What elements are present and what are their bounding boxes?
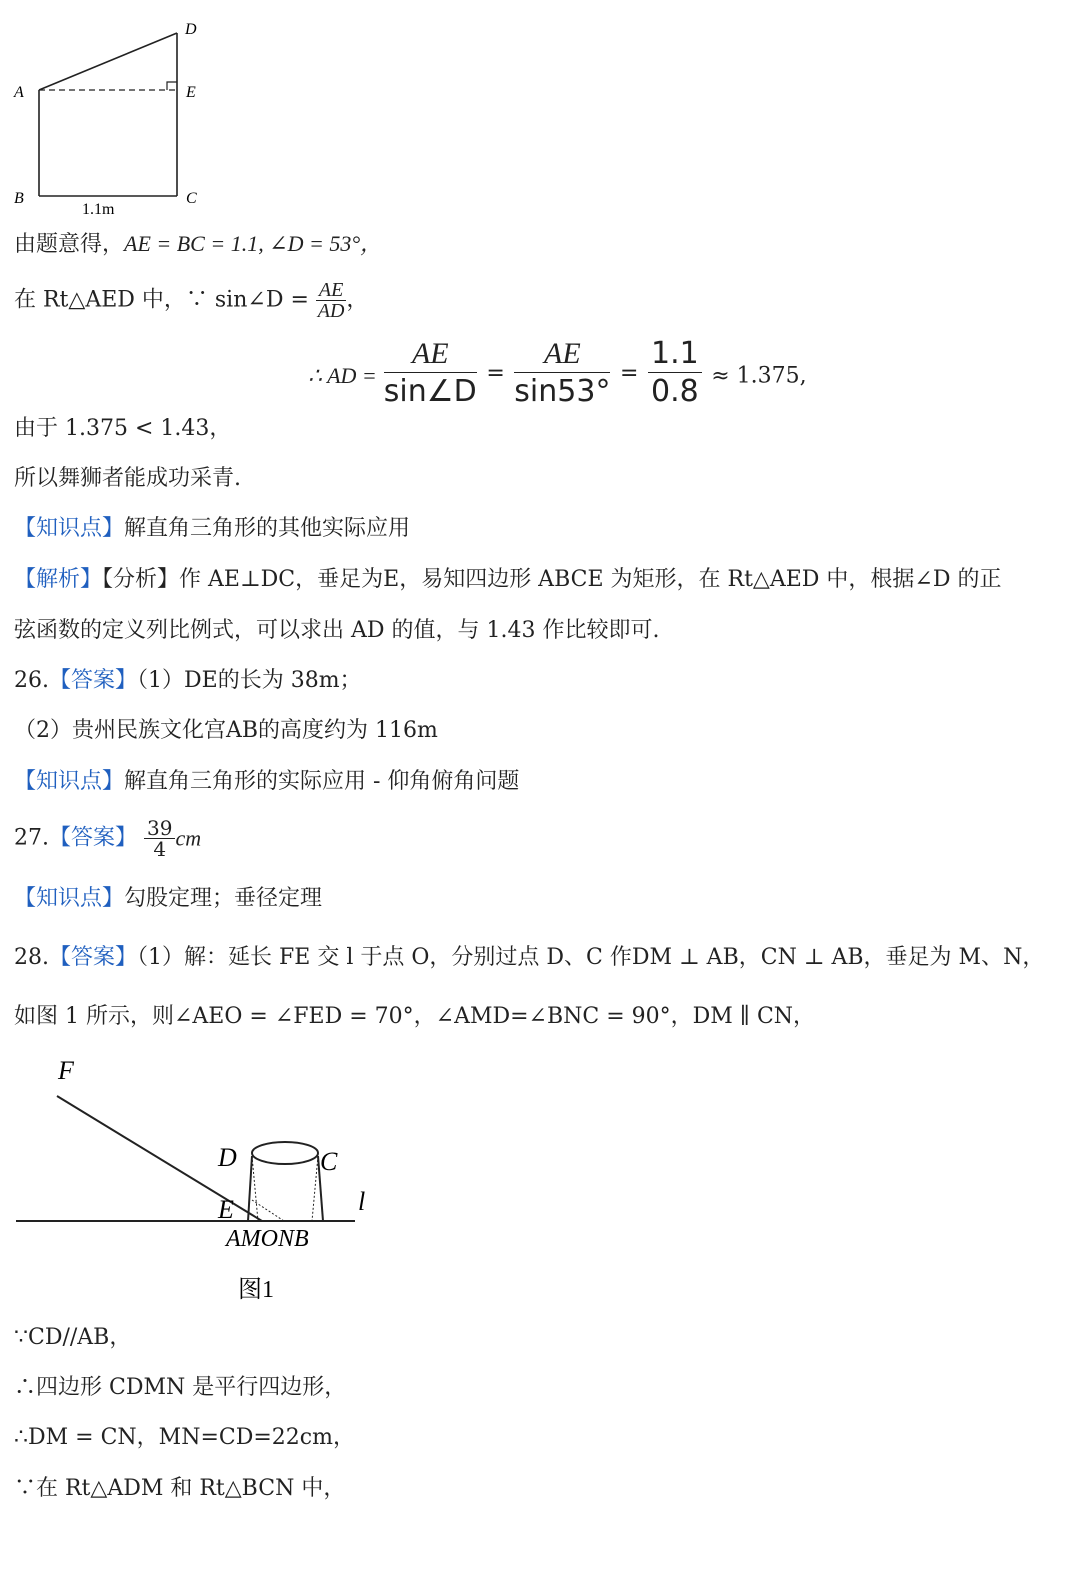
q28-tag: 【答案】 (49, 945, 138, 970)
label-d: D (185, 21, 197, 38)
sine-frac-num: AE (316, 280, 346, 301)
formula-lead: ∴ AD = (308, 363, 377, 388)
figure-1 (0, 1050, 400, 1320)
analysis-subtag: 【分析】 (102, 567, 180, 592)
given-prefix: 由题意得， (14, 232, 125, 257)
dotted-cn (312, 1156, 318, 1221)
q27-frac-den: 4 (153, 837, 167, 861)
label-bc-length: 1.1m (82, 201, 115, 218)
side-da (248, 1156, 252, 1221)
q28-line-1 (14, 943, 1044, 973)
compare-line: 由于 1.375 < 1.43， (14, 416, 232, 441)
sine-prefix: 在 Rt△AED 中，∵ sin∠D = (14, 287, 309, 313)
q27-tag: 【答案】 (49, 825, 138, 851)
q27-frac-num: 39 (144, 818, 175, 839)
dotted-dm (252, 1156, 258, 1221)
fig1-label-d: D (218, 1143, 237, 1172)
analysis-tag: 【解析】 (14, 567, 103, 592)
frac3-num: 1.1 (648, 336, 702, 373)
kp3-text: 勾股定理；垂径定理 (124, 886, 323, 911)
fig1-caption: 图1 (238, 1277, 274, 1303)
q27-answer (14, 818, 201, 859)
q27-unit: cm (175, 825, 202, 851)
knowledge-point-1 (14, 514, 410, 544)
given-math: AE = BC = 1.1, ∠D = 53°， (124, 231, 383, 256)
label-c: C (186, 190, 197, 207)
conclusion-line: 所以舞狮者能成功采青. (14, 466, 241, 491)
sine-suffix: ， (346, 287, 369, 313)
q28-text-1: （1）解：延长 FE 交 l 于点 O，分别过点 D、C 作DM ⊥ AB，CN ⊥ AB，垂足为 M、N， (137, 945, 1045, 970)
fig1-label-f: F (58, 1056, 74, 1085)
edge-ad (39, 33, 177, 90)
frac1-num: AE (384, 336, 477, 373)
proof-line-6: ∴四边形 CDMN 是平行四边形， (14, 1375, 347, 1400)
q26-a1: （1）DE的长为 38m； (137, 668, 362, 693)
frac2-num: AE (514, 336, 610, 373)
ad-formula: ∴ AD = $\frac{AE}{\sin\angle D}$ = $\frac{AE}{\sin 53^\circ}$ = $\frac{1.1}{0.8}$ ≈ 1.375, (308, 336, 807, 409)
proof-line-8: ∵在 Rt△ADM 和 Rt△BCN 中， (14, 1476, 346, 1501)
label-e: E (186, 84, 196, 101)
fig1-label-c: C (320, 1147, 338, 1176)
analysis-line-2: 弦函数的定义列比例式，可以求出 AD 的值，与 1.43 作比较即可. (14, 618, 660, 643)
fig1-label-bottom: AMONB (226, 1226, 309, 1252)
analysis-text-1: 作 AE⊥DC，垂足为E，易知四边形 ABCE 为矩形，在 Rt△AED 中，根据∠D 的正 (179, 567, 1002, 592)
formula-frac-1 (384, 336, 477, 411)
right-angle-mark (167, 82, 177, 90)
label-a: A (14, 84, 24, 101)
q26-answer-2: （2）贵州民族文化宫AB的高度约为 116m (14, 718, 438, 743)
sine-fraction (316, 280, 346, 321)
kp1-text: 解直角三角形的其他实际应用 (124, 516, 411, 541)
label-b: B (14, 190, 24, 207)
q27-fraction (144, 818, 175, 859)
kp1-tag: 【知识点】 (14, 516, 125, 541)
knowledge-point-2 (14, 767, 519, 797)
formula-frac-3 (648, 336, 702, 411)
formula-tail: ≈ 1.375, (711, 363, 807, 389)
fig1-label-e: E (218, 1195, 234, 1224)
q27-number: 27. (14, 825, 49, 851)
formula-frac-2 (514, 336, 610, 411)
fig1-label-l: l (358, 1187, 366, 1216)
analysis-line-1 (14, 565, 1002, 595)
kp2-text: 解直角三角形的实际应用 - 仰角俯角问题 (124, 769, 520, 794)
figure-rect-abcd (0, 10, 230, 220)
frac2-den: sin53° (514, 374, 611, 409)
proof-line-7: ∴DM = CN，MN=CD=22cm， (14, 1425, 355, 1450)
knowledge-point-3 (14, 884, 322, 914)
frac3-den: 0.8 (650, 374, 699, 409)
frac1-den: sin∠D (383, 374, 477, 409)
q28-number: 28. (14, 945, 49, 970)
proof-line-5: ∵CD//AB， (14, 1325, 132, 1350)
given-line (14, 229, 382, 260)
sine-line (14, 280, 368, 321)
q26-answer-1 (14, 666, 362, 696)
kp2-tag: 【知识点】 (14, 769, 125, 794)
top-ellipse-dc (252, 1142, 318, 1164)
sine-frac-den: AD (317, 300, 345, 322)
q26-tag: 【答案】 (49, 668, 138, 693)
q28-line-2: 如图 1 所示，则∠AEO = ∠FED = 70°，∠AMD=∠BNC = 90°，DM ∥ CN， (14, 1004, 816, 1029)
kp3-tag: 【知识点】 (14, 886, 125, 911)
q26-number: 26. (14, 668, 49, 693)
